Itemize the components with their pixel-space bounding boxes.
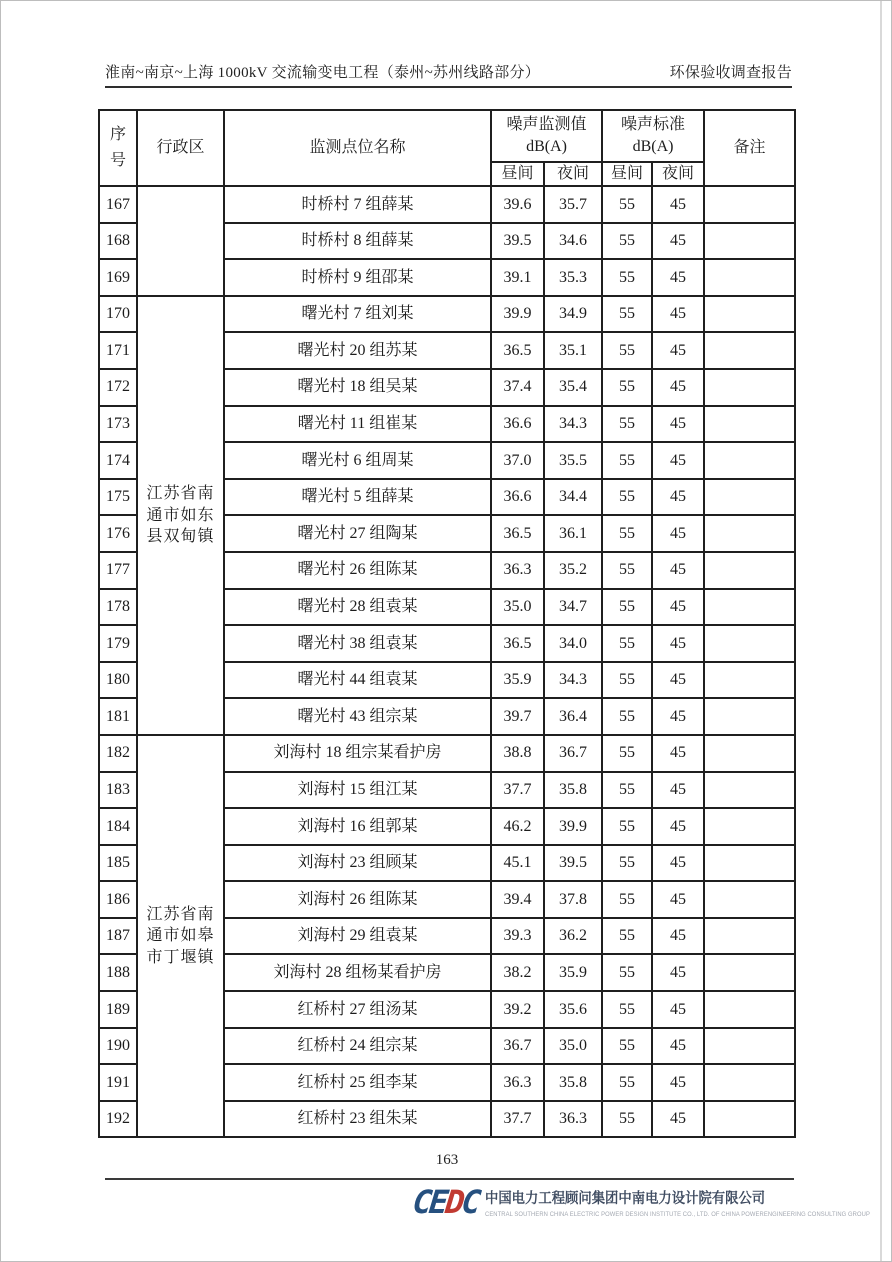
remark-cell bbox=[704, 625, 795, 662]
standard-night-cell: 45 bbox=[652, 186, 704, 223]
monitor-night-cell: 35.2 bbox=[544, 552, 602, 589]
monitor-day-cell: 36.5 bbox=[491, 332, 544, 369]
cedc-logo-icon: CEDC bbox=[410, 1183, 481, 1221]
remark-cell bbox=[704, 881, 795, 918]
header-project-title: 淮南~南京~上海 1000kV 交流输变电工程（泰州~苏州线路部分） bbox=[105, 65, 541, 81]
monitor-night-cell: 36.2 bbox=[544, 918, 602, 955]
site-cell: 曙光村 7 组刘某 bbox=[224, 296, 491, 333]
remark-cell bbox=[704, 662, 795, 699]
monitor-day-cell: 37.7 bbox=[491, 772, 544, 809]
seq-cell: 168 bbox=[99, 223, 137, 260]
seq-cell: 189 bbox=[99, 991, 137, 1028]
remark-cell bbox=[704, 223, 795, 260]
remark-cell bbox=[704, 1101, 795, 1138]
site-cell: 红桥村 27 组汤某 bbox=[224, 991, 491, 1028]
standard-day-cell: 55 bbox=[602, 991, 652, 1028]
standard-night-cell: 45 bbox=[652, 881, 704, 918]
standard-night-cell: 45 bbox=[652, 332, 704, 369]
site-cell: 红桥村 25 组李某 bbox=[224, 1064, 491, 1101]
seq-cell: 187 bbox=[99, 918, 137, 955]
seq-cell: 185 bbox=[99, 845, 137, 882]
seq-cell: 180 bbox=[99, 662, 137, 699]
site-cell: 刘海村 23 组顾某 bbox=[224, 845, 491, 882]
standard-night-cell: 45 bbox=[652, 808, 704, 845]
seq-cell: 190 bbox=[99, 1028, 137, 1065]
table-header-row-1 bbox=[99, 110, 795, 162]
remark-cell bbox=[704, 259, 795, 296]
seq-cell: 184 bbox=[99, 808, 137, 845]
monitor-day-cell: 39.2 bbox=[491, 991, 544, 1028]
page-number: 163 bbox=[435, 1152, 459, 1168]
monitor-night-cell: 35.0 bbox=[544, 1028, 602, 1065]
remark-cell bbox=[704, 845, 795, 882]
standard-night-cell: 45 bbox=[652, 552, 704, 589]
site-cell: 刘海村 15 组江某 bbox=[224, 772, 491, 809]
standard-day-cell: 55 bbox=[602, 845, 652, 882]
monitor-day-cell: 37.7 bbox=[491, 1101, 544, 1138]
seq-cell: 175 bbox=[99, 479, 137, 516]
table-row bbox=[99, 296, 795, 333]
monitor-night-cell: 34.0 bbox=[544, 625, 602, 662]
site-cell: 曙光村 43 组宗某 bbox=[224, 698, 491, 735]
monitor-night-cell: 35.9 bbox=[544, 954, 602, 991]
company-name-cn: 中国电力工程顾问集团中南电力设计院有限公司 bbox=[485, 1191, 766, 1207]
standard-night-cell: 45 bbox=[652, 1064, 704, 1101]
site-cell: 时桥村 9 组邵某 bbox=[224, 259, 491, 296]
monitor-day-cell: 39.7 bbox=[491, 698, 544, 735]
standard-night-cell: 45 bbox=[652, 662, 704, 699]
standard-day-cell: 55 bbox=[602, 296, 652, 333]
monitor-night-cell: 36.1 bbox=[544, 515, 602, 552]
standard-day-cell: 55 bbox=[602, 406, 652, 443]
monitor-day-cell: 36.7 bbox=[491, 1028, 544, 1065]
monitor-day-cell: 39.9 bbox=[491, 296, 544, 333]
seq-cell: 183 bbox=[99, 772, 137, 809]
seq-cell: 182 bbox=[99, 735, 137, 772]
seq-cell: 173 bbox=[99, 406, 137, 443]
remark-cell bbox=[704, 808, 795, 845]
seq-cell: 186 bbox=[99, 881, 137, 918]
site-cell: 刘海村 26 组陈某 bbox=[224, 881, 491, 918]
monitor-night-cell: 34.9 bbox=[544, 296, 602, 333]
remark-cell bbox=[704, 954, 795, 991]
company-brand bbox=[410, 1183, 892, 1221]
standard-night-cell: 45 bbox=[652, 406, 704, 443]
seq-cell: 188 bbox=[99, 954, 137, 991]
remark-cell bbox=[704, 296, 795, 333]
standard-night-cell: 45 bbox=[652, 589, 704, 626]
monitor-night-cell: 37.8 bbox=[544, 881, 602, 918]
region-cell: 江苏省南通市如东县双甸镇 bbox=[137, 296, 224, 735]
standard-night-cell: 45 bbox=[652, 369, 704, 406]
monitor-night-cell: 35.5 bbox=[544, 442, 602, 479]
site-cell: 时桥村 8 组薛某 bbox=[224, 223, 491, 260]
site-cell: 曙光村 11 组崔某 bbox=[224, 406, 491, 443]
standard-day-cell: 55 bbox=[602, 186, 652, 223]
monitor-night-cell: 39.5 bbox=[544, 845, 602, 882]
col-header-site: 监测点位名称 bbox=[224, 110, 491, 186]
monitor-day-cell: 39.4 bbox=[491, 881, 544, 918]
standard-night-cell: 45 bbox=[652, 698, 704, 735]
site-cell: 时桥村 7 组薛某 bbox=[224, 186, 491, 223]
monitor-day-cell: 45.1 bbox=[491, 845, 544, 882]
standard-night-cell: 45 bbox=[652, 845, 704, 882]
standard-night-cell: 45 bbox=[652, 259, 704, 296]
monitor-night-cell: 35.7 bbox=[544, 186, 602, 223]
standard-night-cell: 45 bbox=[652, 1101, 704, 1138]
standard-night-cell: 45 bbox=[652, 735, 704, 772]
standard-night-cell: 45 bbox=[652, 223, 704, 260]
remark-cell bbox=[704, 369, 795, 406]
running-header bbox=[105, 61, 792, 82]
monitor-night-cell: 34.6 bbox=[544, 223, 602, 260]
seq-cell: 181 bbox=[99, 698, 137, 735]
standard-day-cell: 55 bbox=[602, 881, 652, 918]
table-row bbox=[99, 735, 795, 772]
monitor-day-cell: 38.2 bbox=[491, 954, 544, 991]
standard-day-cell: 55 bbox=[602, 552, 652, 589]
subheader-standard-night: 夜间 bbox=[652, 162, 704, 186]
col-header-noise-standard: 噪声标准 dB(A) bbox=[602, 110, 704, 162]
monitor-day-cell: 39.1 bbox=[491, 259, 544, 296]
subheader-monitor-night: 夜间 bbox=[544, 162, 602, 186]
standard-day-cell: 55 bbox=[602, 589, 652, 626]
seq-cell: 174 bbox=[99, 442, 137, 479]
site-cell: 曙光村 5 组薛某 bbox=[224, 479, 491, 516]
monitor-day-cell: 36.3 bbox=[491, 1064, 544, 1101]
region-cell bbox=[137, 186, 224, 296]
seq-cell: 171 bbox=[99, 332, 137, 369]
monitor-night-cell: 34.3 bbox=[544, 662, 602, 699]
site-cell: 刘海村 28 组杨某看护房 bbox=[224, 954, 491, 991]
standard-day-cell: 55 bbox=[602, 808, 652, 845]
monitor-day-cell: 36.6 bbox=[491, 479, 544, 516]
monitor-night-cell: 35.1 bbox=[544, 332, 602, 369]
site-cell: 曙光村 18 组吴某 bbox=[224, 369, 491, 406]
standard-day-cell: 55 bbox=[602, 1028, 652, 1065]
monitor-night-cell: 34.3 bbox=[544, 406, 602, 443]
standard-day-cell: 55 bbox=[602, 442, 652, 479]
standard-night-cell: 45 bbox=[652, 442, 704, 479]
col-header-region: 行政区 bbox=[137, 110, 224, 186]
standard-night-cell: 45 bbox=[652, 515, 704, 552]
standard-day-cell: 55 bbox=[602, 954, 652, 991]
standard-night-cell: 45 bbox=[652, 296, 704, 333]
table-row bbox=[99, 186, 795, 223]
monitor-night-cell: 35.8 bbox=[544, 772, 602, 809]
monitor-day-cell: 35.0 bbox=[491, 589, 544, 626]
standard-day-cell: 55 bbox=[602, 918, 652, 955]
site-cell: 曙光村 6 组周某 bbox=[224, 442, 491, 479]
seq-cell: 170 bbox=[99, 296, 137, 333]
monitor-day-cell: 36.6 bbox=[491, 406, 544, 443]
site-cell: 红桥村 24 组宗某 bbox=[224, 1028, 491, 1065]
seq-cell: 192 bbox=[99, 1101, 137, 1138]
monitor-day-cell: 39.3 bbox=[491, 918, 544, 955]
seq-cell: 178 bbox=[99, 589, 137, 626]
site-cell: 曙光村 20 组苏某 bbox=[224, 332, 491, 369]
site-cell: 曙光村 27 组陶某 bbox=[224, 515, 491, 552]
site-cell: 曙光村 44 组袁某 bbox=[224, 662, 491, 699]
seq-cell: 172 bbox=[99, 369, 137, 406]
monitor-day-cell: 37.4 bbox=[491, 369, 544, 406]
monitor-night-cell: 35.6 bbox=[544, 991, 602, 1028]
remark-cell bbox=[704, 772, 795, 809]
standard-day-cell: 55 bbox=[602, 662, 652, 699]
monitor-day-cell: 38.8 bbox=[491, 735, 544, 772]
remark-cell bbox=[704, 1064, 795, 1101]
standard-night-cell: 45 bbox=[652, 954, 704, 991]
header-report-title: 环保验收调查报告 bbox=[669, 65, 792, 81]
standard-day-cell: 55 bbox=[602, 332, 652, 369]
standard-night-cell: 45 bbox=[652, 625, 704, 662]
monitor-day-cell: 46.2 bbox=[491, 808, 544, 845]
standard-day-cell: 55 bbox=[602, 1101, 652, 1138]
remark-cell bbox=[704, 479, 795, 516]
site-cell: 刘海村 18 组宗某看护房 bbox=[224, 735, 491, 772]
monitor-night-cell: 36.7 bbox=[544, 735, 602, 772]
monitor-night-cell: 36.4 bbox=[544, 698, 602, 735]
seq-cell: 176 bbox=[99, 515, 137, 552]
standard-day-cell: 55 bbox=[602, 223, 652, 260]
remark-cell bbox=[704, 918, 795, 955]
seq-cell: 177 bbox=[99, 552, 137, 589]
monitor-day-cell: 39.5 bbox=[491, 223, 544, 260]
remark-cell bbox=[704, 991, 795, 1028]
company-name-block bbox=[485, 1185, 892, 1218]
remark-cell bbox=[704, 735, 795, 772]
site-cell: 刘海村 16 组郭某 bbox=[224, 808, 491, 845]
site-cell: 曙光村 38 组袁某 bbox=[224, 625, 491, 662]
monitor-day-cell: 36.3 bbox=[491, 552, 544, 589]
monitor-day-cell: 39.6 bbox=[491, 186, 544, 223]
remark-cell bbox=[704, 442, 795, 479]
standard-night-cell: 45 bbox=[652, 1028, 704, 1065]
site-cell: 刘海村 29 组袁某 bbox=[224, 918, 491, 955]
monitor-night-cell: 36.3 bbox=[544, 1101, 602, 1138]
site-cell: 曙光村 28 组袁某 bbox=[224, 589, 491, 626]
remark-cell bbox=[704, 515, 795, 552]
noise-monitoring-table bbox=[98, 109, 796, 1138]
standard-day-cell: 55 bbox=[602, 479, 652, 516]
monitor-day-cell: 36.5 bbox=[491, 515, 544, 552]
remark-cell bbox=[704, 589, 795, 626]
col-header-remark: 备注 bbox=[704, 110, 795, 186]
remark-cell bbox=[704, 698, 795, 735]
col-header-noise-monitor: 噪声监测值 dB(A) bbox=[491, 110, 602, 162]
standard-night-cell: 45 bbox=[652, 772, 704, 809]
standard-night-cell: 45 bbox=[652, 918, 704, 955]
noise-table-body bbox=[99, 186, 795, 1137]
monitor-day-cell: 35.9 bbox=[491, 662, 544, 699]
monitor-night-cell: 34.4 bbox=[544, 479, 602, 516]
standard-day-cell: 55 bbox=[602, 369, 652, 406]
monitor-night-cell: 35.8 bbox=[544, 1064, 602, 1101]
footer-rule bbox=[105, 1178, 794, 1180]
seq-cell: 167 bbox=[99, 186, 137, 223]
seq-cell: 191 bbox=[99, 1064, 137, 1101]
remark-cell bbox=[704, 552, 795, 589]
site-cell: 红桥村 23 组朱某 bbox=[224, 1101, 491, 1138]
region-cell: 江苏省南通市如皋市丁堰镇 bbox=[137, 735, 224, 1138]
standard-day-cell: 55 bbox=[602, 735, 652, 772]
remark-cell bbox=[704, 186, 795, 223]
site-cell: 曙光村 26 组陈某 bbox=[224, 552, 491, 589]
remark-cell bbox=[704, 1028, 795, 1065]
monitor-night-cell: 35.3 bbox=[544, 259, 602, 296]
standard-day-cell: 55 bbox=[602, 698, 652, 735]
standard-day-cell: 55 bbox=[602, 259, 652, 296]
standard-day-cell: 55 bbox=[602, 625, 652, 662]
header-rule bbox=[105, 86, 792, 88]
monitor-day-cell: 37.0 bbox=[491, 442, 544, 479]
subheader-standard-day: 昼间 bbox=[602, 162, 652, 186]
standard-day-cell: 55 bbox=[602, 1064, 652, 1101]
remark-cell bbox=[704, 406, 795, 443]
monitor-night-cell: 35.4 bbox=[544, 369, 602, 406]
monitor-night-cell: 39.9 bbox=[544, 808, 602, 845]
remark-cell bbox=[704, 332, 795, 369]
col-header-seq: 序号 bbox=[99, 110, 137, 186]
subheader-monitor-day: 昼间 bbox=[491, 162, 544, 186]
standard-day-cell: 55 bbox=[602, 515, 652, 552]
standard-night-cell: 45 bbox=[652, 479, 704, 516]
monitor-night-cell: 34.7 bbox=[544, 589, 602, 626]
page-edge-line bbox=[880, 1, 882, 1261]
seq-cell: 169 bbox=[99, 259, 137, 296]
standard-night-cell: 45 bbox=[652, 991, 704, 1028]
company-name-en: CENTRAL SOUTHERN CHINA ELECTRIC POWER DESIGN INSTITUTE CO., LTD. OF CHINA POWERENGINEERING CONSULTING GROUP bbox=[485, 1211, 870, 1218]
standard-day-cell: 55 bbox=[602, 772, 652, 809]
monitor-day-cell: 36.5 bbox=[491, 625, 544, 662]
seq-cell: 179 bbox=[99, 625, 137, 662]
